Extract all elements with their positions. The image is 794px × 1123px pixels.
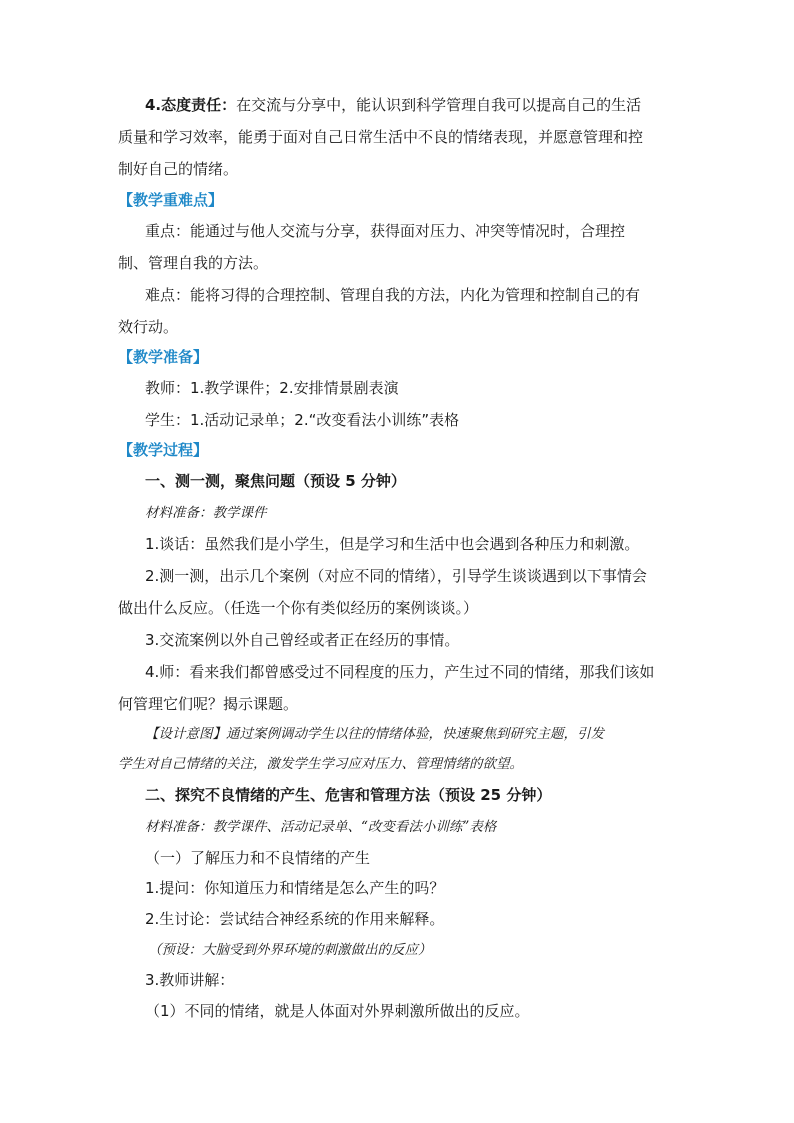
part2-materials: 材料准备：教学课件、活动记录单、“改变看法小训练”表格 (145, 819, 497, 835)
difficulty-line-1: 难点：能将习得的合理控制、管理自我的方法，内化为管理和控制自己的有 (145, 286, 641, 304)
part2-question-2: 2.生讨论：尝试结合神经系统的作用来解释。 (145, 910, 445, 928)
difficulty-line-2: 效行动。 (118, 318, 179, 336)
attitude-text-1: 在交流与分享中，能认识到科学管理自我可以提高自己的生活 (236, 96, 642, 114)
attitude-line-3: 制好自己的情绪。 (118, 160, 239, 178)
process-heading: 【教学过程】 (118, 441, 209, 459)
key-point-line-2: 制、管理自我的方法。 (118, 254, 269, 272)
design-intent-line-2: 学生对自己情绪的关注，激发学生学习应对压力、管理情绪的欲望。 (118, 756, 523, 772)
part2-sub-1: （一）了解压力和不良情绪的产生 (145, 849, 371, 867)
part1-step-4-line-1: 4.师：看来我们都曾感受过不同程度的压力，产生过不同的情绪，那我们该如 (145, 663, 655, 681)
preparation-heading: 【教学准备】 (118, 348, 209, 366)
part1-step-3: 3.交流案例以外自己曾经或者正在经历的事情。 (145, 631, 460, 649)
part2-question-3: 3.教师讲解： (145, 971, 235, 989)
part1-step-4-line-2: 何管理它们呢？揭示课题。 (118, 695, 299, 713)
student-preparation: 学生：1.活动记录单；2.“改变看法小训练”表格 (145, 411, 460, 429)
key-points-heading: 【教学重难点】 (118, 191, 224, 209)
part2-title: 二、探究不良情绪的产生、危害和管理方法（预设 25 分钟） (145, 786, 552, 804)
teacher-preparation: 教师：1.教学课件；2.安排情景剧表演 (145, 379, 399, 397)
part1-step-2-line-2: 做出什么反应。（任选一个你有类似经历的案例谈谈。） (118, 599, 479, 617)
part1-materials: 材料准备：教学课件 (145, 505, 267, 521)
design-intent-line-1: 【设计意图】通过案例调动学生以往的情绪体验，快速聚焦到研究主题，引发 (145, 726, 604, 742)
part1-title: 一、测一测，聚焦问题（预设 5 分钟） (145, 472, 406, 490)
part2-question-1: 1.提问：你知道压力和情绪是怎么产生的吗？ (145, 879, 445, 897)
key-point-line-1: 重点：能通过与他人交流与分享，获得面对压力、冲突等情况时，合理控 (145, 222, 626, 240)
part1-step-2-line-1: 2.测一测，出示几个案例（对应不同的情绪），引导学生谈谈遇到以下事情会 (145, 567, 647, 585)
attitude-line-1 (145, 95, 641, 115)
attitude-label: 4.态度责任： (145, 96, 237, 114)
part2-preset: （预设：大脑受到外界环境的刺激做出的反应） (148, 942, 432, 958)
attitude-line-2: 质量和学习效率，能勇于面对自己日常生活中不良的情绪表现，并愿意管理和控 (118, 128, 644, 146)
part2-question-3-1: （1）不同的情绪，就是人体面对外界刺激所做出的反应。 (145, 1002, 530, 1020)
part1-step-1: 1.谈话：虽然我们是小学生，但是学习和生活中也会遇到各种压力和刺激。 (145, 535, 640, 553)
